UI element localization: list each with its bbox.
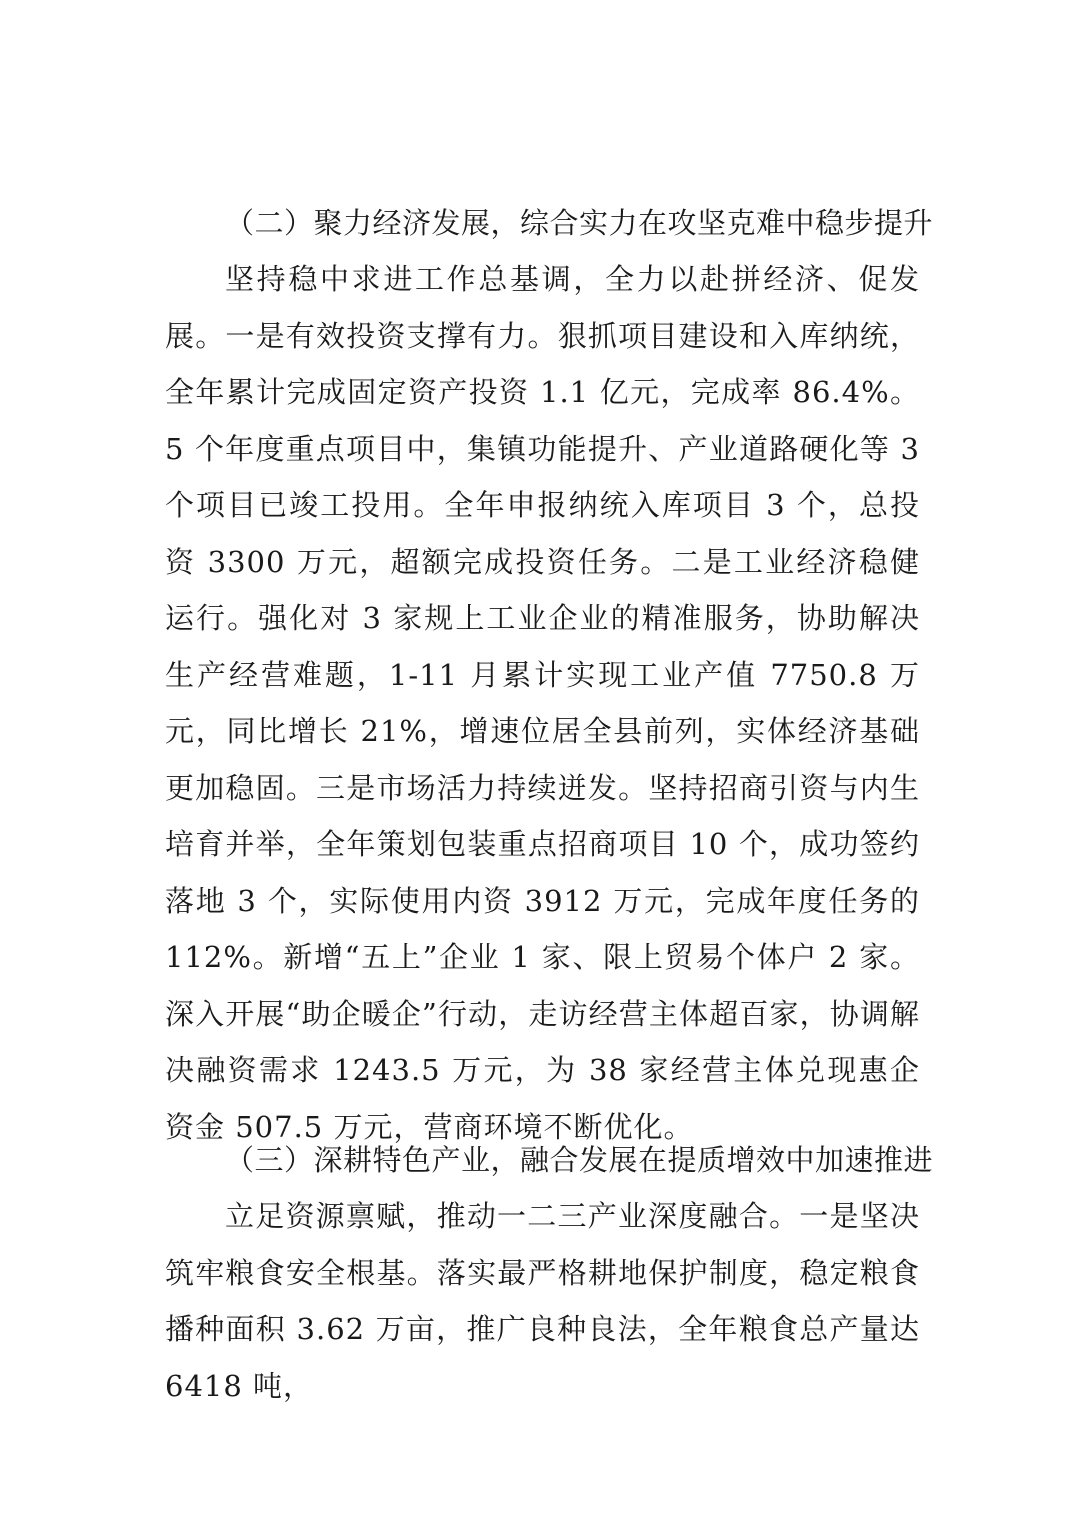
section-heading: （二）聚力经济发展，综合实力在攻坚克难中稳步提升 (225, 206, 934, 240)
section-industry (165, 1132, 934, 1414)
section-paragraph: 坚持稳中求进工作总基调，全力以赴拼经济、促发展。一是有效投资支撑有力。狠抓项目建设和入库纳统，全年累计完成固定资产投资 1.1 亿元，完成率 86.4%。5 个年度重点项目中，集镇功能提升、产业道路硬化等 3 个项目已竣工投用。全年申报纳统入库项目 3 个，总投资 3300 万元，超额完成投资任务。二是工业经济稳健运行。强化对 3 家规上工业企业的精准服务，协助解决生产经营难题，1-11 月累计实现工业产值 7750.8 万元，同比增长 21%，增速位居全县前列，实体经济基础更加稳固。三是市场活力持续迸发。坚持招商引资与内生培育并举，全年策划包装重点招商项目 10 个，成功签约落地 3 个，实际使用内资 3912 万元，完成年度任务的 112%。新增“五上”企业 1 家、限上贸易个体户 2 家。深入开展“助企暖企”行动，走访经营主体超百家，协调解决融资需求 1243.5 万元，为 38 家经营主体兑现惠企资金 507.5 万元，营商环境不断优化。 (165, 262, 920, 1144)
section-economy (165, 195, 934, 1155)
section-paragraph: 立足资源禀赋，推动一二三产业深度融合。一是坚决筑牢粮食安全根基。落实最严格耕地保护制度，稳定粮食播种面积 3.62 万亩，推广良种良法，全年粮食总产量达 6418 吨， (165, 1199, 920, 1403)
section-heading: （三）深耕特色产业，融合发展在提质增效中加速推进 (225, 1143, 934, 1177)
